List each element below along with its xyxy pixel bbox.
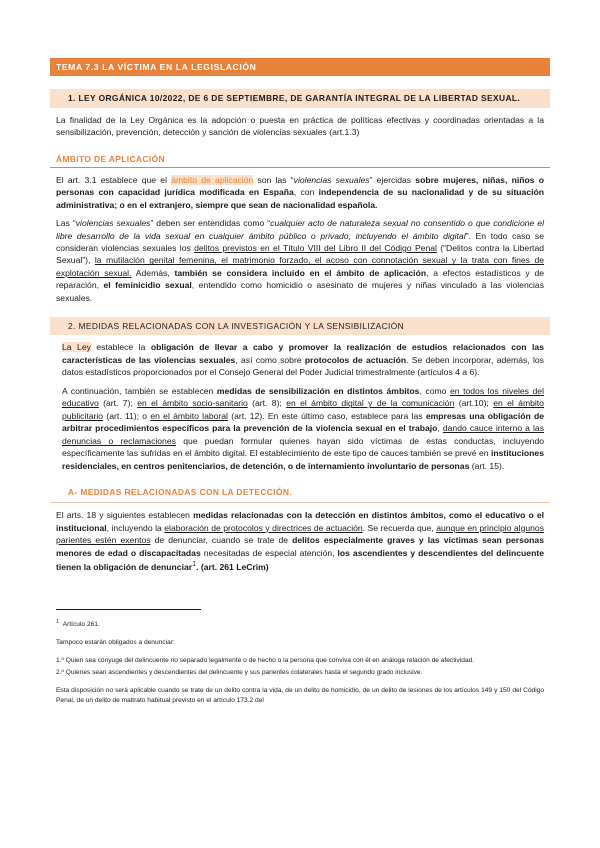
footnote-ref[interactable]: 1 — [192, 559, 197, 568]
topic-header: TEMA 7.3 LA VÍCTIMA EN LA LEGISLACIÓN — [50, 58, 550, 76]
footnote-1: $^1$ Artículo 261. — [56, 619, 100, 629]
ambito-paragraph-2: Las “violencias sexuales” deben ser entendidas como “cualquier acto de naturaleza sexual no consentido o que condicione el libre desarrollo de la vida sexual en cualquier ámbito público o privado, incluyendo el ámbito digital”. En todo caso se consideran violencias sexuales los delitos previstos en el Título VIII del Libro II del Código Penal (“Delitos contra la Libertad Sexual”), la mutilación genital femenina, el matrimonio forzado, el acoso con connotación sexual y la trata con fines de explotación sexual. Además, también se considera incluido en el ámbito de aplicación, a efectos estadísticos y de reparación, el feminicidio sexual, entendido como homicidio o asesinato de mujeres y niñas vinculado a las violencias sexuales. — [56, 218, 545, 303]
sub-a-paragraph-1: El arts. 18 y siguientes establecen medidas relacionadas con la detección en distintos ámbitos, como el educativo o el institucional, incluyendo la elaboración de protocolos y directrices de actuación. Se recuerda que, aunque en principio algunos parientes estén exentos de denunciar, cuando se trate de delitos especialmente graves y las víctimas sean personas menores de edad o discapacitadas necesitadas de especial atención, los ascendientes y descendientes del delincuente tienen la obligación de denunciar$^1$. (art. 261 LeCrim) — [56, 510, 545, 572]
section-2-paragraph-2: A continuación, también se establecen medidas de sensibilización en distintos ámbitos, como en todos los niveles del educativo (art. 7); en el ámbito socio-sanitario (art. 8); en el ámbito digital y de la comunicación (art.10); en el ámbito publicitario (art. 11); o en el ámbito laboral (art. 12). En este último caso, establece para las empresas una obligación de arbitrar procedimientos específicos para la prevención de la violencia sexual en el trabajo, dando cauce interno a las denuncias o reclamaciones que puedan formular quienes hayan sido víctimas de estas conductas, incluyendo específicamente las sufridas en el ámbito digital. El establecimiento de este tipo de cauces también se prevé en instituciones residenciales, en centros penitenciarios, de detención, o de internamiento involuntario de personas (art. 15). — [62, 385, 545, 471]
section-2-paragraph-1: La Ley establece la obligación de llevar a cabo y promover la realización de estudios relacionados con las características de las violencias sexuales, así como sobre protocolos de actuación. Se deben incorporar, además, los datos estadísticos proporcionados por el Consejo General del Poder Judicial trimestralmente (artículos 4 a 6). — [62, 342, 544, 378]
footnote-line: 1.º Quien sea cónyuge del delincuente no separado legalmente o de hecho o la persona que conviva con él en análoga relación de afectividad. — [56, 657, 475, 665]
ambito-highlight: ámbito de aplicación — [171, 174, 254, 185]
sub-a-title: A- MEDIDAS RELACIONADAS CON LA DETECCIÓN. — [50, 484, 550, 503]
ambito-paragraph-1: El art. 3.1 establece que el ámbito de aplicación son las “violencias sexuales” ejercidas sobre mujeres, niñas, niños o personas con capacidad jurídica modificada en España, con independencia de su nacionalidad y de su situación administrativa; o en el extranjero, siempre que sean de nacionalidad española. — [56, 174, 544, 210]
footnote-line: Esta disposición no será aplicable cuando se trate de un delito contra la vida, de un delito de homicidio, de un delito de lesiones de los artículos 149 y 150 del Código Penal, de un delito de maltrato habitual previsto en el artículo 173.2 del — [56, 687, 544, 704]
footnote-line: Tampoco estarán obligados a denunciar: — [56, 639, 175, 647]
section-2-title: 2. MEDIDAS RELACIONADAS CON LA INVESTIGACIÓN Y LA SENSIBILIZACIÓN — [50, 317, 550, 335]
ambito-title: ÁMBITO DE APLICACIÓN — [50, 151, 550, 168]
footnote-separator — [56, 609, 201, 610]
footnote-line: 2.º Quienes sean ascendientes y descendientes del delincuente y sus parientes colaterales hasta el segundo grado inclusive. — [56, 669, 423, 677]
section-1-title: 1. LEY ORGÁNICA 10/2022, DE 6 DE SEPTIEMBRE, DE GARANTÍA INTEGRAL DE LA LIBERTAD SEXUAL. — [50, 89, 550, 107]
section-1-intro: La finalidad de la Ley Orgánica es la adopción o puesta en práctica de políticas efectivas y coordinadas orientadas a la sensibilización, prevención, detección y sanción de violencias sexuales (art.1.3) — [56, 114, 544, 138]
